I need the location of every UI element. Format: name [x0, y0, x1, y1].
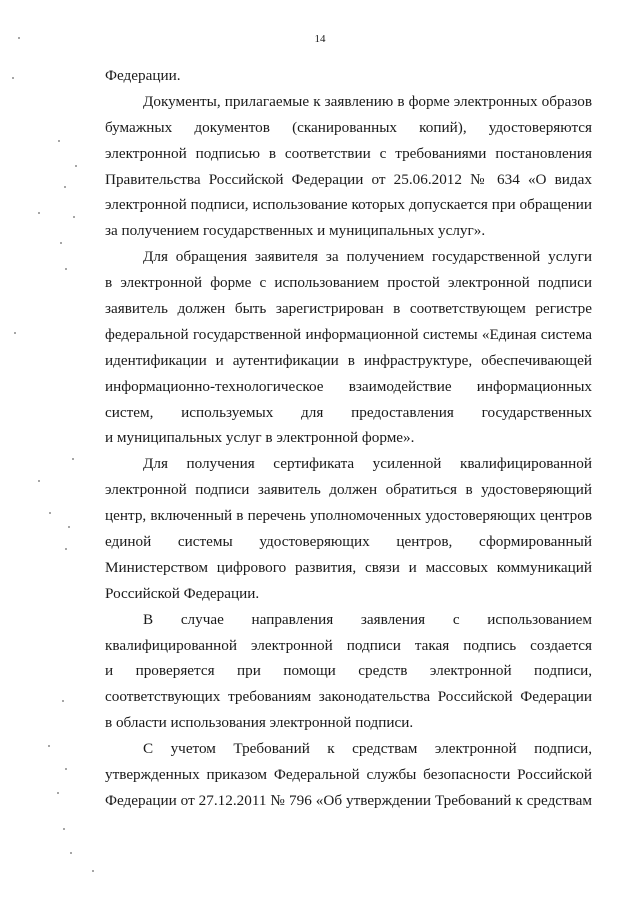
text-line: Правительства Российской Федерации от 25.06.2012 № 634 «О видах — [105, 170, 592, 188]
text-line: В случае направления заявления с использованием — [143, 610, 592, 628]
text-line: за получением государственных и муниципальных услуг». — [105, 222, 486, 240]
text-line: Министерством цифрового развития, связи и массовых коммуникаций — [105, 558, 592, 576]
text-line: заявитель должен быть зарегистрирован в соответствующем регистре — [105, 300, 592, 318]
scan-speck — [65, 768, 67, 770]
text-line: Федерации от 27.12.2011 № 796 «Об утверждении Требований к средствам — [105, 791, 592, 809]
text-line: единой системы удостоверяющих центров, сформированный — [105, 533, 592, 551]
scan-speck — [72, 458, 74, 460]
scan-speck — [65, 548, 67, 550]
paragraph — [105, 89, 592, 244]
scan-speck — [14, 332, 16, 334]
text-line: федеральной государственной информационной системы «Единая система — [105, 325, 592, 343]
page-number: 14 — [314, 33, 326, 45]
scan-speck — [65, 268, 67, 270]
text-line: электронной подписи заявитель должен обратиться в удостоверяющий — [105, 481, 592, 499]
scan-speck — [18, 37, 20, 39]
scan-speck — [63, 828, 65, 830]
text-line: информационно-технологическое взаимодействие информационных — [105, 377, 592, 395]
scan-speck — [60, 242, 62, 244]
text-line: электронной подписью в соответствии с требованиями постановления — [105, 144, 592, 162]
text-line: в электронной форме с использованием простой электронной подписи — [105, 274, 592, 292]
document-body — [105, 63, 592, 814]
paragraph — [105, 244, 592, 451]
text-line: Для получения сертификата усиленной квалифицированной — [143, 455, 592, 473]
paragraph — [105, 736, 592, 814]
text-line: и муниципальных услуг в электронной форме». — [105, 429, 415, 447]
text-line: С учетом Требований к средствам электронной подписи, — [143, 740, 592, 758]
scan-speck — [64, 186, 66, 188]
text-line: бумажных документов (сканированных копий), удостоверяются — [105, 118, 592, 136]
text-line: Для обращения заявителя за получением государственной услуги — [143, 248, 592, 266]
text-line: центр, включенный в перечень уполномоченных удостоверяющих центров — [105, 507, 592, 525]
scan-speck — [70, 852, 72, 854]
paragraph — [105, 607, 592, 736]
scan-speck — [75, 165, 77, 167]
text-line: идентификации и аутентификации в инфраструктуре, обеспечивающей — [105, 351, 592, 369]
scan-speck — [38, 480, 40, 482]
paragraph — [105, 63, 592, 89]
scan-speck — [58, 140, 60, 142]
scan-speck — [57, 792, 59, 794]
scan-speck — [48, 745, 50, 747]
text-line: электронной подписи, использование которых допускается при обращении — [105, 196, 592, 214]
scan-speck — [68, 526, 70, 528]
scan-speck — [73, 216, 75, 218]
scan-speck — [49, 512, 51, 514]
scan-speck — [38, 212, 40, 214]
text-line: соответствующих требованиям законодательства Российской Федерации — [105, 688, 592, 706]
text-line: квалифицированной электронной подписи такая подпись создается — [105, 636, 592, 654]
scan-speck — [62, 700, 64, 702]
scan-speck — [92, 870, 94, 872]
text-line: и проверяется при помощи средств электронной подписи, — [105, 662, 592, 680]
text-line: Российской Федерации. — [105, 584, 260, 602]
text-line: Федерации. — [105, 67, 181, 84]
text-line: Документы, прилагаемые к заявлению в форме электронных образов — [143, 92, 592, 110]
text-line: систем, используемых для предоставления государственных — [105, 403, 592, 421]
text-line: в области использования электронной подписи. — [105, 714, 414, 732]
scan-speck — [12, 77, 14, 79]
paragraph — [105, 451, 592, 606]
text-line: утвержденных приказом Федеральной службы безопасности Российской — [105, 766, 592, 784]
